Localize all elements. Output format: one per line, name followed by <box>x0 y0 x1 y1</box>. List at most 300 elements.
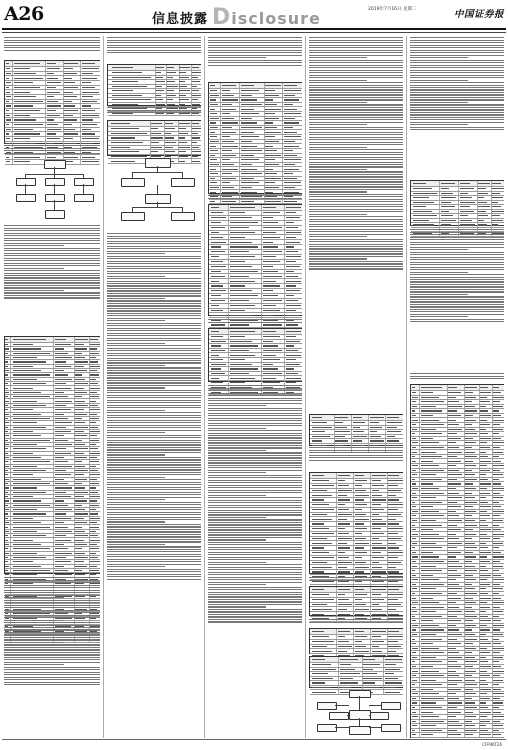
text-line <box>309 216 403 217</box>
text-line <box>208 611 302 612</box>
text-line <box>107 435 201 436</box>
text-line <box>410 99 504 100</box>
text-line <box>107 382 201 383</box>
text-line <box>107 248 201 249</box>
text-line <box>309 186 403 187</box>
text-line <box>309 450 403 451</box>
text-line <box>107 499 165 500</box>
text-line <box>410 65 504 66</box>
column-4 <box>309 36 403 738</box>
text-line <box>107 489 201 490</box>
data-table <box>107 120 201 156</box>
text-line <box>107 52 201 53</box>
text-line <box>208 467 302 468</box>
text-line <box>107 290 201 291</box>
text-line <box>208 510 302 511</box>
data-table <box>410 180 504 226</box>
text-line <box>4 610 100 611</box>
text-block <box>309 618 403 624</box>
text-line <box>4 268 64 269</box>
text-line <box>410 311 504 312</box>
text-line <box>309 209 403 210</box>
text-line <box>208 42 302 43</box>
text-line <box>309 251 403 252</box>
text-line <box>107 576 201 577</box>
column-separator <box>103 36 104 738</box>
text-line <box>107 541 201 542</box>
text-line <box>107 377 201 378</box>
text-line <box>410 104 504 105</box>
text-line <box>4 287 100 288</box>
text-line <box>208 621 302 622</box>
text-line <box>107 479 201 480</box>
text-line <box>309 142 403 143</box>
text-line <box>4 255 100 256</box>
text-line <box>309 75 403 76</box>
text-line <box>4 667 100 668</box>
text-line <box>410 239 504 240</box>
text-line <box>309 147 367 148</box>
text-line <box>309 460 403 461</box>
column-5 <box>410 36 504 738</box>
diagram-node <box>45 178 65 186</box>
text-line <box>309 129 403 130</box>
text-line <box>4 148 100 149</box>
text-line <box>410 57 468 58</box>
diagram-node <box>16 178 36 186</box>
text-line <box>4 607 100 608</box>
text-line <box>107 474 201 475</box>
text-line <box>410 296 504 297</box>
text-line <box>410 45 504 46</box>
text-line <box>107 298 165 299</box>
text-line <box>4 592 100 593</box>
diagram-node <box>121 212 145 221</box>
text-line <box>4 153 100 154</box>
text-line <box>410 316 468 317</box>
text-line <box>107 385 201 386</box>
diagram-connector <box>182 207 183 212</box>
text-block <box>107 232 201 581</box>
text-line <box>208 65 302 66</box>
diagram-connector <box>359 718 360 726</box>
text-line <box>309 45 403 46</box>
text-line <box>107 422 201 423</box>
text-line <box>208 487 302 488</box>
text-line <box>4 612 100 613</box>
diagram-node <box>349 710 371 720</box>
text-line <box>107 281 201 282</box>
diagram-connector <box>347 715 349 716</box>
text-line <box>309 159 403 160</box>
text-line <box>208 544 302 545</box>
text-line <box>410 37 504 38</box>
text-line <box>208 447 302 448</box>
text-line <box>309 102 367 103</box>
text-line <box>208 57 266 58</box>
data-table <box>107 64 201 106</box>
text-line <box>107 288 201 289</box>
section-english-initial: D <box>212 5 232 30</box>
text-line <box>208 408 302 409</box>
text-line <box>410 77 504 78</box>
text-line <box>309 67 403 68</box>
text-line <box>410 281 504 282</box>
text-line <box>208 393 302 394</box>
text-line <box>410 289 504 290</box>
text-line <box>309 261 403 262</box>
text-line <box>208 547 302 548</box>
diagram-connector <box>54 200 55 210</box>
text-line <box>4 672 100 673</box>
text-line <box>309 179 403 180</box>
text-line <box>107 425 201 426</box>
text-line <box>107 531 201 532</box>
column-separator <box>406 36 407 738</box>
text-line <box>309 104 403 105</box>
text-line <box>4 297 100 298</box>
text-line <box>309 114 403 115</box>
text-line <box>208 322 302 323</box>
text-block <box>309 36 403 271</box>
text-line <box>410 112 504 113</box>
text-line <box>208 477 302 478</box>
text-line <box>107 554 201 555</box>
text-line <box>410 119 504 120</box>
text-line <box>4 679 100 680</box>
data-table <box>4 336 100 574</box>
text-line <box>208 405 266 406</box>
text-line <box>107 440 201 441</box>
text-line <box>309 97 403 98</box>
text-line <box>107 276 165 277</box>
text-line <box>208 425 302 426</box>
text-line <box>410 107 504 108</box>
text-line <box>410 259 504 260</box>
text-line <box>4 669 100 670</box>
text-line <box>4 230 100 231</box>
diagram-connector <box>369 705 381 706</box>
text-line <box>208 60 302 61</box>
diagram-node <box>381 724 401 732</box>
text-line <box>410 70 504 71</box>
text-line <box>107 420 201 421</box>
text-line <box>4 634 100 635</box>
text-line <box>208 319 302 320</box>
text-line <box>107 507 201 508</box>
text-line <box>4 629 100 630</box>
section-english-title <box>212 5 321 30</box>
text-line <box>309 455 403 456</box>
text-line <box>208 445 302 446</box>
text-line <box>107 345 201 346</box>
text-line <box>208 400 302 401</box>
text-line <box>309 117 403 118</box>
text-line <box>107 400 201 401</box>
diagram-node <box>121 178 145 187</box>
text-line <box>309 214 367 215</box>
text-line <box>410 262 504 263</box>
text-line <box>410 378 504 379</box>
text-line <box>107 358 201 359</box>
text-line <box>4 649 100 650</box>
text-line <box>107 42 201 43</box>
text-line <box>208 559 302 560</box>
text-line <box>410 299 504 300</box>
text-line <box>309 132 403 133</box>
text-line <box>107 544 165 545</box>
text-line <box>309 52 403 53</box>
text-line <box>309 201 403 202</box>
text-line <box>309 62 403 63</box>
text-block <box>208 318 302 324</box>
text-line <box>4 622 100 623</box>
column-3 <box>208 36 302 738</box>
text-line <box>309 157 403 158</box>
text-line <box>107 529 201 530</box>
text-line <box>410 80 468 81</box>
diagram-connector <box>25 174 26 178</box>
diagram-connector <box>83 174 84 178</box>
text-line <box>309 109 403 110</box>
text-line <box>208 47 302 48</box>
data-table <box>309 586 403 616</box>
text-line <box>107 526 201 527</box>
text-line <box>410 291 504 292</box>
diagram-node <box>329 712 349 720</box>
text-line <box>410 55 504 56</box>
text-line <box>208 62 302 63</box>
text-line <box>410 279 504 280</box>
text-line <box>208 589 302 590</box>
text-line <box>4 265 100 266</box>
text-line <box>410 321 504 322</box>
text-line <box>208 507 302 508</box>
text-line <box>107 37 201 38</box>
text-line <box>208 606 266 607</box>
text-line <box>208 614 302 615</box>
text-line <box>208 403 302 404</box>
text-line <box>208 415 302 416</box>
header-rule-thin <box>2 32 506 33</box>
text-line <box>410 92 504 93</box>
text-line <box>309 246 403 247</box>
text-line <box>208 395 302 396</box>
text-block <box>309 446 403 462</box>
data-table <box>309 472 403 574</box>
text-line <box>4 263 100 264</box>
text-line <box>208 55 302 56</box>
text-line <box>410 301 504 302</box>
text-line <box>208 500 302 501</box>
text-line <box>4 637 100 638</box>
text-line <box>107 300 201 301</box>
text-line <box>107 407 201 408</box>
text-line <box>309 181 403 182</box>
text-line <box>4 617 100 618</box>
text-line <box>410 127 504 128</box>
text-line <box>410 72 504 73</box>
text-line <box>4 677 100 678</box>
text-line <box>4 238 100 239</box>
text-line <box>4 664 64 665</box>
text-line <box>208 435 302 436</box>
diagram-node <box>44 160 66 169</box>
text-line <box>107 387 165 388</box>
text-line <box>107 353 201 354</box>
text-line <box>107 517 201 518</box>
text-line <box>107 338 201 339</box>
text-line <box>107 258 201 259</box>
text-line <box>107 285 201 286</box>
column-2 <box>107 36 201 738</box>
text-line <box>4 597 64 598</box>
text-line <box>309 176 403 177</box>
text-line <box>107 278 201 279</box>
text-line <box>208 557 302 558</box>
text-line <box>410 87 504 88</box>
text-line <box>410 42 504 43</box>
text-line <box>107 323 201 324</box>
text-line <box>208 198 302 199</box>
text-line <box>107 482 201 483</box>
text-line <box>309 137 403 138</box>
text-line <box>4 602 100 603</box>
text-line <box>309 184 403 185</box>
text-line <box>309 174 403 175</box>
text-line <box>410 67 504 68</box>
text-line <box>107 444 201 445</box>
diagram-node <box>145 158 171 168</box>
text-line <box>208 423 302 424</box>
text-line <box>4 277 100 278</box>
text-line <box>107 243 201 244</box>
text-line <box>309 42 403 43</box>
text-line <box>107 310 201 311</box>
diagram-connector <box>25 184 26 194</box>
text-line <box>410 109 504 110</box>
text-line <box>107 233 201 234</box>
text-line <box>107 405 201 406</box>
text-line <box>107 390 201 391</box>
text-line <box>410 373 504 374</box>
text-line <box>410 94 504 95</box>
text-line <box>208 52 302 53</box>
diagram-node <box>369 712 389 720</box>
text-line <box>208 457 302 458</box>
text-line <box>208 579 302 580</box>
text-line <box>107 432 165 433</box>
text-line <box>107 241 201 242</box>
text-line <box>4 235 100 236</box>
text-line <box>107 509 201 510</box>
text-line <box>208 564 302 565</box>
text-line <box>309 189 403 190</box>
text-line <box>4 582 100 583</box>
text-line <box>208 418 302 419</box>
diagram-node <box>74 194 94 202</box>
data-table <box>309 414 403 446</box>
text-line <box>309 89 403 90</box>
text-line <box>309 60 403 61</box>
text-line <box>208 517 266 518</box>
diagram-node <box>171 178 195 187</box>
text-line <box>309 107 403 108</box>
text-line <box>4 285 100 286</box>
text-line <box>309 457 403 458</box>
text-line <box>107 325 201 326</box>
text-line <box>208 577 302 578</box>
text-line <box>309 622 403 623</box>
text-line <box>4 150 100 151</box>
text-line <box>410 129 504 130</box>
text-line <box>107 512 201 513</box>
text-line <box>309 447 403 448</box>
text-line <box>309 258 367 259</box>
text-line <box>309 226 403 227</box>
text-line <box>107 571 201 572</box>
text-line <box>410 267 504 268</box>
text-line <box>107 350 201 351</box>
text-line <box>309 224 403 225</box>
data-table <box>208 328 302 382</box>
text-line <box>208 495 266 496</box>
text-line <box>107 236 201 237</box>
text-line <box>208 385 302 386</box>
text-line <box>4 233 100 234</box>
text-line <box>208 542 302 543</box>
text-block <box>107 106 201 115</box>
diagram-connector <box>25 174 83 175</box>
text-line <box>309 112 403 113</box>
column-separator <box>305 36 306 738</box>
text-line <box>208 604 302 605</box>
text-line <box>107 320 165 321</box>
diagram-connector <box>54 167 55 178</box>
text-line <box>107 579 201 580</box>
diagram-connector <box>132 172 133 178</box>
column-separator <box>204 36 205 738</box>
text-line <box>4 647 100 648</box>
footer-code: CFP4KT26 <box>482 742 502 747</box>
text-line <box>208 529 302 530</box>
text-line <box>4 580 100 581</box>
text-line <box>309 229 403 230</box>
text-line <box>107 524 201 525</box>
text-line <box>208 619 302 620</box>
text-line <box>208 475 302 476</box>
text-line <box>107 467 201 468</box>
text-line <box>208 519 302 520</box>
text-line <box>208 472 266 473</box>
text-line <box>410 249 468 250</box>
text-line <box>4 292 100 293</box>
text-line <box>208 497 302 498</box>
text-block <box>208 36 302 67</box>
diagram-node <box>145 194 171 204</box>
text-line <box>4 620 64 621</box>
text-block <box>4 36 100 52</box>
text-line <box>410 294 468 295</box>
text-line <box>410 264 504 265</box>
text-line <box>107 452 201 453</box>
text-line <box>309 236 367 237</box>
text-line <box>208 50 302 51</box>
text-line <box>208 413 302 414</box>
text-block <box>309 576 403 582</box>
text-line <box>309 99 403 100</box>
text-line <box>107 283 201 284</box>
